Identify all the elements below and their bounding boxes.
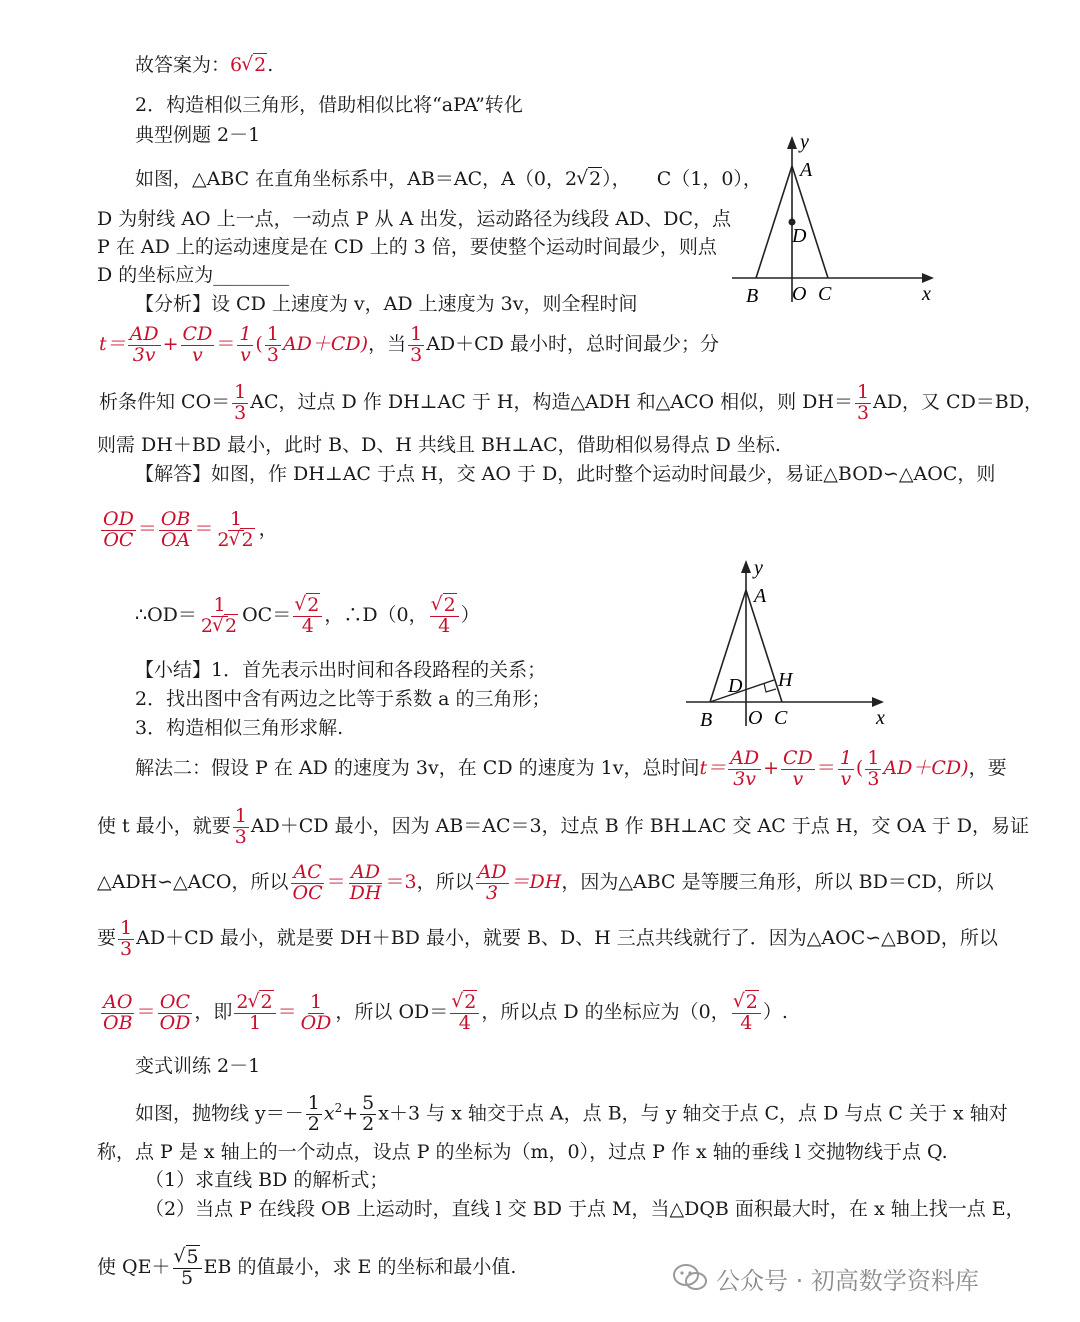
problem-line-1: 如图，△ABC 在直角坐标系中，AB＝AC，A（0，2√ 2）， C（1，0）， <box>135 165 762 193</box>
y-axis-arrow <box>787 136 797 149</box>
label-b: B <box>746 285 759 307</box>
y-axis-arrow <box>741 560 751 573</box>
variant-title: 变式训练 2－1 <box>135 1055 261 1077</box>
problem-line-3: P 在 AD 上的运动速度是在 CD 上的 3 倍，要使整个运动时间最少，则点 <box>97 236 717 258</box>
method2-line-2: 使 t 最小，就要 $\frac{1}{3}$ AD＋CD 最小，因为 AB＝AC＝3，过点 B 作 BH⊥AC 交 AC 于点 H，交 OA 于 D，易证 <box>97 804 1030 848</box>
label-o: O <box>792 283 807 305</box>
answer-line: 故答案为：6√ 2. <box>135 51 273 79</box>
right-angle-mark <box>764 683 776 692</box>
summary-line-2: 2．找出图中含有两边之比等于系数 a 的三角形； <box>135 688 551 710</box>
method2-line-4: 要 $\frac{1}{3}$ AD＋CD 最小，就是要 DH＋BD 最小，就要 B、D、H 三点共线就行了．因为△AOC∽△BOD，所以 <box>97 916 998 960</box>
method2-line-1: 解法二：假设 P 在 AD 的速度为 3v，在 CD 的速度为 1v，总时间t＝ $\frac{AD}{3v}$ + $\frac{CD}{v}$ ＝ $\frac{1}{v}$ ( $\frac{1}{3}$ AD＋CD)，要 <box>135 746 1007 790</box>
side-ab <box>756 166 792 278</box>
watermark-text: 公众号 · 初高数学资料库 <box>716 1266 979 1295</box>
method2-line-5: $\frac{AO}{OB}$ ＝ $\frac{OC}{OD}$ ，即 $\frac{2√ 2}{1}$ ＝ $\frac{1}{OD}$ ，所以 OD＝ √ $\frac{2}{4}$ ，所以点 D 的坐标应为（0， √ $\frac{2}{4}$ ）. <box>99 984 788 1040</box>
variant-line-5: 使 QE＋ √ $\frac{5}{5}$ EB 的值最小，求 E 的坐标和最小值. <box>97 1240 516 1294</box>
label-o: O <box>748 707 763 729</box>
label-c: C <box>774 707 788 729</box>
label-a: A <box>800 159 813 181</box>
wechat-icon <box>672 1263 708 1293</box>
label-x: x <box>922 283 931 305</box>
label-x: x <box>876 707 885 729</box>
side-ac <box>792 166 828 278</box>
method2-line-3: △ADH∽△ACO，所以 $\frac{AC}{OC}$ ＝ $\frac{AD}{DH}$ ＝3，所以 $\frac{AD}{3}$ ＝DH，因为△ABC 是等腰三角形，所以 BD＝CD，所以 <box>97 860 994 904</box>
label-c: C <box>818 283 832 305</box>
variant-line-1: 如图，抛物线 y＝－ $\frac{1}{2}$ $x^2+$ $\frac{5}{2}$ x＋3 与 x 轴交于点 A，点 B，与 y 轴交于点 C，点 D 与点 C 关于 x 轴对 <box>135 1091 1008 1135</box>
label-y: y <box>800 132 809 153</box>
analysis-line-3: 析条件知 CO＝ $\frac{1}{3}$ AC，过点 D 作 DH⊥AC 于 H，构造△ADH 和△ACO 相似，则 DH＝ $\frac{1}{3}$ AD，又 CD＝BD， <box>99 380 1044 424</box>
watermark <box>672 1258 1062 1298</box>
summary-line-1: 【小结】1．首先表示出时间和各段路程的关系； <box>135 659 547 681</box>
summary-line-3: 3．构造相似三角形求解. <box>135 717 344 739</box>
solution-line-3: ∴OD＝ $\frac{1}{2√ 2}$ OC＝ √ $\frac{2}{4}$ ，∴D（0， √ $\frac{2}{4}$ ） <box>135 588 480 642</box>
variant-question-1: （1）求直线 BD 的解析式； <box>145 1169 389 1191</box>
figure-triangle-2 <box>682 556 894 736</box>
variant-question-2: （2）当点 P 在线段 OB 上运动时，直线 l 交 BD 于点 M，当△DQB 面积最大时，在 x 轴上找一点 E， <box>145 1198 1025 1220</box>
problem-line-2: D 为射线 AO 上一点，一动点 P 从 A 出发，运动路径为线段 AD、DC，点 <box>97 208 732 230</box>
analysis-line-1: 【分析】设 CD 上速度为 v，AD 上速度为 3v，则全程时间 <box>135 293 638 315</box>
problem-line-4: D 的坐标应为________ <box>97 264 290 286</box>
label-d: D <box>792 225 807 247</box>
variant-line-2: 称，点 P 是 x 轴上的一个动点，设点 P 的坐标为（m，0），过点 P 作 x 轴的垂线 l 交抛物线于点 Q. <box>97 1141 948 1163</box>
example-title: 典型例题 2－1 <box>135 124 261 146</box>
x-axis-arrow <box>872 697 884 707</box>
label-y: y <box>754 557 763 579</box>
analysis-line-2: t＝ $\frac{AD}{3v}$ + $\frac{CD}{v}$ ＝ $\frac{1}{v}$ ( $\frac{1}{3}$ AD＋CD)，当 $\frac{1}{3}$ AD＋CD 最小时，总时间最少；分 <box>99 322 719 366</box>
label-h: H <box>778 669 793 691</box>
figure-triangle-1 <box>728 132 940 310</box>
analysis-line-4: 则需 DH＋BD 最小，此时 B、D、H 共线且 BH⊥AC，借助相似易得点 D 坐标. <box>97 434 781 456</box>
section-heading: 2．构造相似三角形，借助相似比将“aPA”转化 <box>135 94 523 116</box>
solution-line-2: $\frac{OD}{OC}$ ＝ $\frac{OB}{OA}$ ＝ $\frac{1}{2√ 2}$ ， <box>99 502 278 556</box>
label-d: D <box>728 675 743 697</box>
label-a: A <box>754 585 767 607</box>
label-b: B <box>700 709 713 731</box>
solution-line-1: 【解答】如图，作 DH⊥AC 于点 H，交 AO 于 D，此时整个运动时间最少，易证△BOD∽△AOC，则 <box>135 463 996 485</box>
x-axis-arrow <box>922 273 934 283</box>
